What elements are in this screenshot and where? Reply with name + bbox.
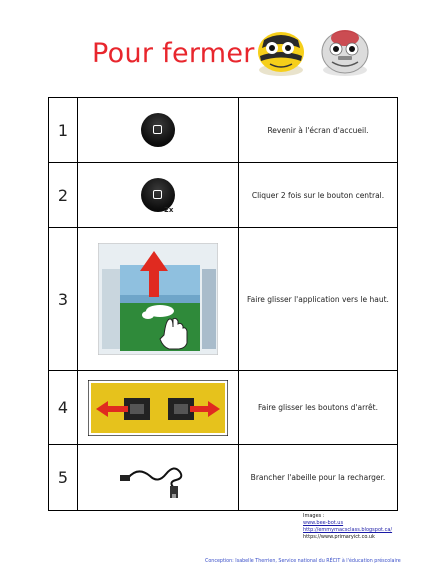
step-image-cell xyxy=(78,163,239,228)
app-switcher-screenshot xyxy=(98,243,218,355)
step-number: 4 xyxy=(49,371,78,445)
step-number: 1 xyxy=(49,98,78,163)
credit-link[interactable]: https://www.primaryict.co.uk xyxy=(303,534,375,540)
steps-table xyxy=(48,97,398,511)
step-row-5 xyxy=(49,445,398,511)
step-row-3 xyxy=(49,228,398,371)
step-row-4 xyxy=(49,371,398,445)
conception-footer: Conception: Isabelle Therrien, Service national du RÉCIT à l'éducation préscolaire xyxy=(205,559,401,564)
step-text: Cliquer 2 fois sur le bouton central. xyxy=(239,163,398,228)
double-click-badge: 2x xyxy=(164,206,174,214)
credit-link[interactable]: http://emmymacsclass.blogspot.ca/ xyxy=(303,527,393,533)
home-button-icon xyxy=(141,113,175,147)
off-switches-photo xyxy=(88,380,228,436)
step-row-1 xyxy=(49,98,398,163)
step-image-cell xyxy=(78,98,239,163)
step-image-cell xyxy=(78,371,239,445)
step-image-cell xyxy=(78,228,239,371)
step-text: Faire glisser l'application vers le haut. xyxy=(239,228,398,371)
credit-link[interactable]: www.bee-bot.us xyxy=(303,520,344,526)
usb-cable-icon xyxy=(118,456,198,500)
step-row-2 xyxy=(49,163,398,228)
bee-bot-image xyxy=(254,22,308,80)
blue-bot-image xyxy=(318,22,372,80)
step-number: 5 xyxy=(49,445,78,511)
step-text: Faire glisser les boutons d'arrêt. xyxy=(239,371,398,445)
step-text: Revenir à l'écran d'accueil. xyxy=(239,98,398,163)
image-credits xyxy=(303,513,392,541)
page-title: Pour fermer xyxy=(92,38,255,69)
step-number: 2 xyxy=(49,163,78,228)
credits-heading: Images : xyxy=(303,513,325,519)
step-text: Brancher l'abeille pour la recharger. xyxy=(239,445,398,511)
step-number: 3 xyxy=(49,228,78,371)
step-image-cell xyxy=(78,445,239,511)
